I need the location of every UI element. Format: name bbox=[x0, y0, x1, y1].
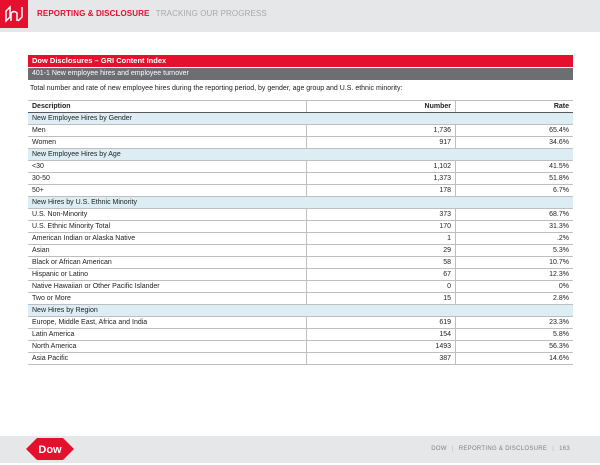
header-section: REPORTING & DISCLOSURE bbox=[37, 9, 150, 18]
row-rate: 65.4% bbox=[456, 125, 574, 137]
row-label: <30 bbox=[28, 161, 307, 173]
row-rate: 0% bbox=[456, 281, 574, 293]
table-row bbox=[28, 161, 573, 173]
row-label: Black or African American bbox=[28, 257, 307, 269]
row-rate: 2.8% bbox=[456, 293, 574, 305]
header-breadcrumb bbox=[37, 9, 267, 18]
column-header-rate: Rate bbox=[456, 101, 574, 113]
footer-text bbox=[431, 446, 570, 452]
group-row bbox=[28, 305, 573, 317]
row-rate: 56.3% bbox=[456, 341, 574, 353]
row-label: Europe, Middle East, Africa and India bbox=[28, 317, 307, 329]
row-label: American Indian or Alaska Native bbox=[28, 233, 307, 245]
row-number: 1 bbox=[307, 233, 456, 245]
row-number: 178 bbox=[307, 185, 456, 197]
header-subsection: TRACKING OUR PROGRESS bbox=[155, 9, 267, 18]
row-label: North America bbox=[28, 341, 307, 353]
row-rate: 5.3% bbox=[456, 245, 574, 257]
row-rate: 14.6% bbox=[456, 353, 574, 365]
row-number: 619 bbox=[307, 317, 456, 329]
row-number: 1,102 bbox=[307, 161, 456, 173]
table-row bbox=[28, 233, 573, 245]
group-title: New Employee Hires by Age bbox=[28, 149, 573, 161]
table-row bbox=[28, 329, 573, 341]
row-number: 154 bbox=[307, 329, 456, 341]
row-number: 29 bbox=[307, 245, 456, 257]
row-rate: 51.8% bbox=[456, 173, 574, 185]
row-number: 67 bbox=[307, 269, 456, 281]
table-row bbox=[28, 137, 573, 149]
row-label: Hispanic or Latino bbox=[28, 269, 307, 281]
column-header-number: Number bbox=[307, 101, 456, 113]
table-row bbox=[28, 353, 573, 365]
dow-logo bbox=[26, 438, 74, 465]
table-row bbox=[28, 293, 573, 305]
row-rate: 12.3% bbox=[456, 269, 574, 281]
row-rate: 5.8% bbox=[456, 329, 574, 341]
footer-separator: | bbox=[451, 446, 454, 452]
row-number: 170 bbox=[307, 221, 456, 233]
row-label: Women bbox=[28, 137, 307, 149]
row-number: 387 bbox=[307, 353, 456, 365]
row-label: 50+ bbox=[28, 185, 307, 197]
table-row bbox=[28, 269, 573, 281]
table-row bbox=[28, 221, 573, 233]
subsection-title: 401-1 New employee hires and employee turnover bbox=[28, 68, 573, 80]
row-rate: 34.6% bbox=[456, 137, 574, 149]
footer-company: DOW bbox=[431, 446, 447, 452]
table-row bbox=[28, 209, 573, 221]
row-rate: 6.7% bbox=[456, 185, 574, 197]
dow-logo-text: Dow bbox=[38, 444, 62, 456]
row-label: Two or More bbox=[28, 293, 307, 305]
table-row bbox=[28, 341, 573, 353]
table-row bbox=[28, 245, 573, 257]
row-rate: 10.7% bbox=[456, 257, 574, 269]
table-row bbox=[28, 125, 573, 137]
row-rate: 68.7% bbox=[456, 209, 574, 221]
footer-separator: | bbox=[552, 446, 555, 452]
column-header-description: Description bbox=[28, 101, 307, 113]
table-row bbox=[28, 185, 573, 197]
row-number: 15 bbox=[307, 293, 456, 305]
row-rate: 41.5% bbox=[456, 161, 574, 173]
table-row bbox=[28, 257, 573, 269]
row-label: U.S. Non-Minority bbox=[28, 209, 307, 221]
dow-diamond-icon bbox=[0, 0, 28, 28]
row-rate: .2% bbox=[456, 233, 574, 245]
row-number: 373 bbox=[307, 209, 456, 221]
table-header-row bbox=[28, 101, 573, 113]
row-number: 1493 bbox=[307, 341, 456, 353]
row-number: 917 bbox=[307, 137, 456, 149]
row-number: 0 bbox=[307, 281, 456, 293]
row-label: Asia Pacific bbox=[28, 353, 307, 365]
group-row bbox=[28, 149, 573, 161]
row-label: Latin America bbox=[28, 329, 307, 341]
section-title: Dow Disclosures – GRI Content Index bbox=[28, 55, 573, 67]
group-title: New Hires by U.S. Ethnic Minority bbox=[28, 197, 573, 209]
row-label: Asian bbox=[28, 245, 307, 257]
row-label: Native Hawaiian or Other Pacific Islander bbox=[28, 281, 307, 293]
row-label: U.S. Ethnic Minority Total bbox=[28, 221, 307, 233]
row-number: 1,736 bbox=[307, 125, 456, 137]
group-row bbox=[28, 113, 573, 125]
row-label: 30-50 bbox=[28, 173, 307, 185]
row-number: 58 bbox=[307, 257, 456, 269]
table-row bbox=[28, 173, 573, 185]
row-label: Men bbox=[28, 125, 307, 137]
row-rate: 31.3% bbox=[456, 221, 574, 233]
row-number: 1,373 bbox=[307, 173, 456, 185]
footer-section: REPORTING & DISCLOSURE bbox=[458, 446, 548, 452]
intro-text: Total number and rate of new employee hires during the reporting period, by gender, age group and U.S. ethnic minority: bbox=[30, 85, 403, 92]
group-title: New Hires by Region bbox=[28, 305, 573, 317]
group-row bbox=[28, 197, 573, 209]
hires-table bbox=[28, 100, 573, 365]
table-row bbox=[28, 317, 573, 329]
group-title: New Employee Hires by Gender bbox=[28, 113, 573, 125]
row-rate: 23.3% bbox=[456, 317, 574, 329]
page-number: 163 bbox=[559, 446, 570, 452]
table-row bbox=[28, 281, 573, 293]
